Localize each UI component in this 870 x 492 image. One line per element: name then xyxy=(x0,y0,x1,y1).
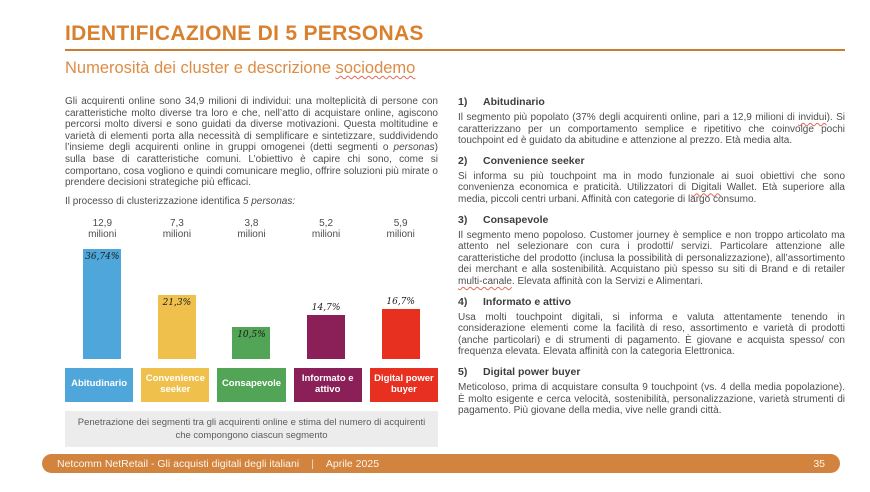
section-title: Digital power buyer xyxy=(483,365,581,378)
bar-millions-label: 12,9 milioni xyxy=(88,217,117,241)
slide-header xyxy=(65,22,845,78)
bar-value-label: 16,7% xyxy=(386,296,415,307)
chart-column-digital-power-buyer xyxy=(363,218,438,359)
bar-area xyxy=(289,247,364,359)
intro-paragraph: Gli acquirenti online sono 34,9 milioni di individui: una molteplicità di persone con caratteristiche molto diverse tra loro e che, nell’atto di acquistare online, agiscono percorsi molto diversi e sono guidati da diverse motivazioni. Questa moltitudine e varietà di elementi porta alla necessità di semplificare e sintetizzare, suddividendo l’insieme degli acquirenti online in gruppi omogenei (detti segmenti o personas) sulla base di caratteristiche comuni. L’obiettivo è capire chi sono, come si comportano, cosa vogliono e quindi comunicare meglio, offrire soluzioni più mirate o prendere decisioni strategiche più efficaci. xyxy=(65,96,438,189)
section-number: 3) xyxy=(458,213,468,226)
process-line: Il processo di clusterizzazione identifica 5 personas: xyxy=(65,195,296,207)
persona-section xyxy=(458,366,845,417)
chart-column-abitudinario xyxy=(65,218,140,359)
right-column xyxy=(458,96,845,447)
persona-section xyxy=(458,214,845,288)
chart-caption: Penetrazione dei segmenti tra gli acquirenti online e stima del numero di acquirenti che compongono ciascun segmento xyxy=(65,411,438,447)
bar-value-label: 36,74% xyxy=(85,251,120,262)
footer-bar xyxy=(42,454,840,473)
page-number: 35 xyxy=(813,457,825,470)
section-number: 5) xyxy=(458,365,468,378)
personas-bar-chart xyxy=(65,218,438,359)
footer-text xyxy=(57,458,379,470)
bar-abitudinario xyxy=(83,249,121,359)
section-heading xyxy=(458,296,845,308)
footer-separator: | xyxy=(311,457,314,470)
left-column xyxy=(65,96,438,447)
footer-date: Aprile 2025 xyxy=(325,457,380,470)
page-title: IDENTIFICAZIONE DI 5 PERSONAS xyxy=(65,22,424,45)
bar-digital-power-buyer xyxy=(382,309,420,359)
bar-informato-e-attivo xyxy=(307,315,345,359)
bar-area xyxy=(140,247,215,359)
section-heading xyxy=(458,155,845,167)
section-body: Meticoloso, prima di acquistare consulta 9 touchpoint (vs. 4 della media popolazione). È molto esigente e cerca velocità, sostenibilità, personalizzazione, varietà strumenti di pagamento. Più giovane della media, vive nelle grandi città. xyxy=(458,381,845,417)
section-heading xyxy=(458,366,845,378)
section-heading xyxy=(458,214,845,226)
section-heading xyxy=(458,96,845,108)
legend-informato-e-attivo: Informato e attivo xyxy=(294,368,362,402)
bar-millions-label: 5,9 milioni xyxy=(386,217,415,241)
bar-millions-label: 7,3 milioni xyxy=(162,217,192,241)
content-columns xyxy=(65,96,845,447)
bar-millions-label: 5,2 milioni xyxy=(311,217,341,241)
chart-column-consapevole xyxy=(214,218,289,359)
section-title: Abitudinario xyxy=(483,96,545,108)
section-title: Convenience seeker xyxy=(483,154,585,167)
section-body: Il segmento meno popoloso. Customer journey è semplice e non troppo articolato ma attento nel selezionare con cura i prodotti/ servizi. Particolare attenzione alle caratteristiche del prodotto (inclusa la possibilità di personalizzazione), all’assortimento dei merchant e alla sostenibilità. Acquistano più spesso su siti di Brand e di retailer multi-canale. Elevata affinità con la Servizi e Alimentari. xyxy=(458,229,845,287)
section-number: 2) xyxy=(458,154,468,167)
title-rule xyxy=(65,49,845,51)
chart-column-convenience-seeker xyxy=(140,218,215,359)
section-title: Informato e attivo xyxy=(483,295,572,308)
chart-column-informato-e-attivo xyxy=(289,218,364,359)
bar-millions-label: 3,8 milioni xyxy=(237,217,266,241)
legend-digital-power-buyer: Digital power buyer xyxy=(370,368,438,402)
section-body: Si informa su più touchpoint ma in modo funzionale ai suoi obiettivi che sono convenienza economica e praticità. Utilizzatori di Digitali Wallet. Età superiore alla media, piccoli centri urbani. Affinità con categorie di largo consumo. xyxy=(458,170,845,205)
persona-section xyxy=(458,155,845,206)
legend-abitudinario: Abitudinario xyxy=(65,368,133,402)
bar-value-label: 21,3% xyxy=(162,297,192,308)
bar-value-label: 10,5% xyxy=(237,330,266,341)
section-number: 1) xyxy=(458,96,468,108)
bar-area xyxy=(65,247,140,359)
bar-area xyxy=(363,247,438,359)
section-number: 4) xyxy=(458,295,468,308)
bar-value-label: 14,7% xyxy=(311,302,341,313)
section-body: Il segmento più popolato (37% degli acquirenti online, pari a 12,9 milioni di invidui). Si caratterizzano per un comportamento semplice e ripetitivo che coinvolge pochi touchpoint ed è guidato da abitudine e attenzione al prezzo. Età media alta. xyxy=(458,112,845,147)
section-title: Consapevole xyxy=(483,213,549,226)
persona-section xyxy=(458,296,845,358)
bar-area xyxy=(214,247,289,359)
legend-convenience-seeker: Convenience seeker xyxy=(141,368,209,402)
footer-source: Netcomm NetRetail - Gli acquisti digitali degli italiani xyxy=(57,457,300,470)
legend-consapevole: Consapevole xyxy=(217,368,285,402)
page-subtitle: Numerosità dei cluster e descrizione sociodemo xyxy=(65,59,416,77)
chart-legend xyxy=(65,368,438,402)
section-body: Usa molti touchpoint digitali, si informa e valuta attentamente tenendo in considerazione elementi come la facilità di reso, assortimento e varietà di prodotti (anche particolari) e di strumenti di pagamento. È giovane e acquista spesso/ con frequenza elevata. Elevata affinità con la categoria Elettronica. xyxy=(458,311,845,358)
persona-section xyxy=(458,96,845,147)
